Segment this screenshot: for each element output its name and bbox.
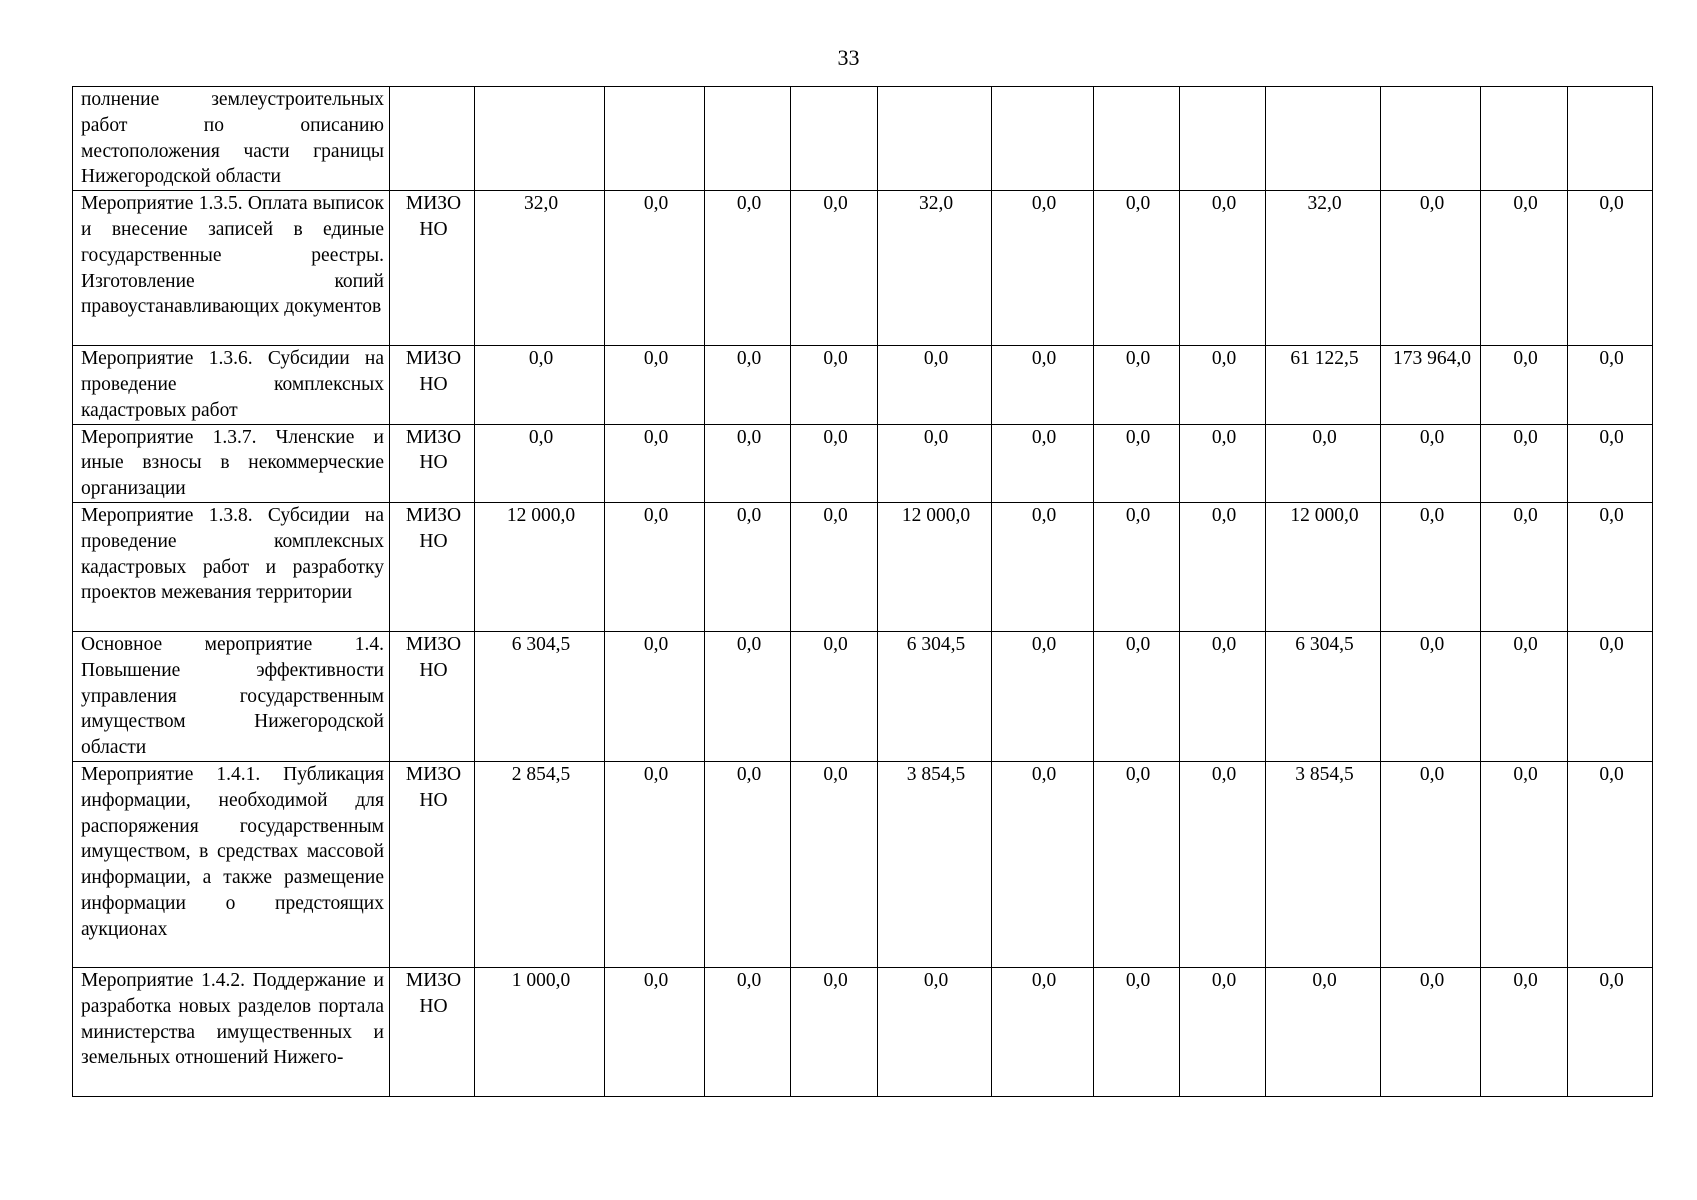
value-cell: 0,0	[1568, 967, 1653, 1096]
value-cell: 0,0	[605, 424, 705, 502]
page-number: 33	[837, 45, 860, 70]
executor-cell: МИЗО НО	[390, 967, 475, 1096]
activity-description: полнение землеустроительных работ по описанию местоположения части границы Нижегородской области	[73, 87, 390, 191]
value-cell: 6 304,5	[1266, 631, 1381, 761]
table-row	[73, 761, 1653, 967]
executor-cell: МИЗО НО	[390, 424, 475, 502]
value-cell: 0,0	[1381, 761, 1481, 967]
value-cell: 0,0	[992, 502, 1094, 631]
value-cell: 12 000,0	[475, 502, 605, 631]
value-cell: 0,0	[791, 424, 878, 502]
value-cell: 0,0	[1094, 631, 1180, 761]
table-body	[73, 87, 1653, 1097]
value-cell	[1094, 87, 1180, 191]
value-cell: 0,0	[1180, 424, 1266, 502]
executor-cell	[390, 87, 475, 191]
value-cell: 0,0	[1180, 191, 1266, 346]
table-row	[73, 967, 1653, 1096]
value-cell: 0,0	[992, 631, 1094, 761]
value-cell: 0,0	[1381, 502, 1481, 631]
value-cell: 0,0	[605, 761, 705, 967]
value-cell	[1481, 87, 1568, 191]
activity-description: Мероприятие 1.3.8. Субсидии на проведение комплексных кадастровых работ и разработку проектов межевания территории	[73, 502, 390, 631]
activity-description: Основное мероприятие 1.4. Повышение эффективности управления государственным имуществом Нижегородской области	[73, 631, 390, 761]
value-cell: 0,0	[1481, 424, 1568, 502]
executor-cell: МИЗО НО	[390, 631, 475, 761]
value-cell: 0,0	[1094, 424, 1180, 502]
value-cell: 0,0	[1568, 502, 1653, 631]
value-cell: 0,0	[705, 761, 791, 967]
value-cell: 0,0	[1568, 424, 1653, 502]
value-cell: 173 964,0	[1381, 346, 1481, 424]
value-cell: 0,0	[878, 424, 992, 502]
value-cell: 0,0	[878, 967, 992, 1096]
value-cell: 3 854,5	[878, 761, 992, 967]
value-cell: 0,0	[1180, 967, 1266, 1096]
value-cell	[992, 87, 1094, 191]
activity-description: Мероприятие 1.4.1. Публикация информации, необходимой для распоряжения государственным имуществом, в средствах массовой информации, а также размещение информации о предстоящих аукционах	[73, 761, 390, 967]
value-cell: 0,0	[791, 502, 878, 631]
value-cell: 0,0	[1094, 191, 1180, 346]
table-row	[73, 631, 1653, 761]
executor-cell: МИЗО НО	[390, 346, 475, 424]
value-cell: 0,0	[1481, 967, 1568, 1096]
value-cell: 0,0	[992, 191, 1094, 346]
table-row	[73, 424, 1653, 502]
value-cell: 0,0	[1180, 502, 1266, 631]
value-cell: 0,0	[1481, 502, 1568, 631]
value-cell: 1 000,0	[475, 967, 605, 1096]
executor-cell: МИЗО НО	[390, 502, 475, 631]
value-cell: 0,0	[1481, 761, 1568, 967]
value-cell	[1381, 87, 1481, 191]
value-cell	[705, 87, 791, 191]
value-cell: 32,0	[475, 191, 605, 346]
value-cell: 0,0	[605, 346, 705, 424]
value-cell	[1266, 87, 1381, 191]
table-row	[73, 346, 1653, 424]
value-cell: 0,0	[1094, 761, 1180, 967]
value-cell	[878, 87, 992, 191]
value-cell: 0,0	[992, 424, 1094, 502]
value-cell: 0,0	[1568, 346, 1653, 424]
value-cell	[475, 87, 605, 191]
value-cell: 0,0	[705, 346, 791, 424]
activity-description: Мероприятие 1.3.7. Членские и иные взносы в некоммерческие организации	[73, 424, 390, 502]
value-cell: 0,0	[1094, 502, 1180, 631]
value-cell: 0,0	[1481, 191, 1568, 346]
value-cell: 32,0	[878, 191, 992, 346]
executor-cell: МИЗО НО	[390, 191, 475, 346]
value-cell: 0,0	[1094, 346, 1180, 424]
value-cell: 0,0	[1568, 191, 1653, 346]
table-row	[73, 502, 1653, 631]
value-cell: 0,0	[992, 346, 1094, 424]
value-cell: 0,0	[791, 191, 878, 346]
value-cell: 0,0	[705, 631, 791, 761]
value-cell: 0,0	[705, 191, 791, 346]
value-cell: 0,0	[475, 424, 605, 502]
value-cell: 0,0	[1180, 761, 1266, 967]
value-cell: 0,0	[791, 346, 878, 424]
value-cell	[791, 87, 878, 191]
executor-cell: МИЗО НО	[390, 761, 475, 967]
value-cell: 0,0	[878, 346, 992, 424]
value-cell: 0,0	[1481, 631, 1568, 761]
value-cell: 0,0	[791, 631, 878, 761]
value-cell: 12 000,0	[1266, 502, 1381, 631]
value-cell: 0,0	[992, 761, 1094, 967]
value-cell: 0,0	[705, 967, 791, 1096]
value-cell: 0,0	[791, 967, 878, 1096]
value-cell: 32,0	[1266, 191, 1381, 346]
value-cell	[1568, 87, 1653, 191]
value-cell: 0,0	[705, 502, 791, 631]
value-cell: 6 304,5	[878, 631, 992, 761]
table-row	[73, 87, 1653, 191]
value-cell: 61 122,5	[1266, 346, 1381, 424]
value-cell: 0,0	[1180, 346, 1266, 424]
value-cell: 0,0	[605, 502, 705, 631]
value-cell: 0,0	[605, 631, 705, 761]
value-cell: 3 854,5	[1266, 761, 1381, 967]
budget-table	[72, 86, 1653, 1097]
value-cell: 0,0	[1381, 191, 1481, 346]
value-cell: 0,0	[1266, 967, 1381, 1096]
value-cell: 0,0	[475, 346, 605, 424]
activity-description: Мероприятие 1.3.5. Оплата выписок и внесение записей в единые государственные реестры. Изготовление копий правоустанавливающих документов	[73, 191, 390, 346]
value-cell: 0,0	[605, 191, 705, 346]
value-cell: 0,0	[1568, 631, 1653, 761]
value-cell: 0,0	[1381, 631, 1481, 761]
activity-description: Мероприятие 1.4.2. Поддержание и разработка новых разделов портала министерства имущественных и земельных отношений Нижего-	[73, 967, 390, 1096]
value-cell: 0,0	[705, 424, 791, 502]
value-cell: 2 854,5	[475, 761, 605, 967]
value-cell	[1180, 87, 1266, 191]
value-cell	[605, 87, 705, 191]
value-cell: 6 304,5	[475, 631, 605, 761]
value-cell: 0,0	[992, 967, 1094, 1096]
value-cell: 0,0	[1180, 631, 1266, 761]
value-cell: 0,0	[1481, 346, 1568, 424]
activity-description: Мероприятие 1.3.6. Субсидии на проведение комплексных кадастровых работ	[73, 346, 390, 424]
value-cell: 0,0	[1381, 967, 1481, 1096]
value-cell: 12 000,0	[878, 502, 992, 631]
value-cell: 0,0	[1568, 761, 1653, 967]
value-cell: 0,0	[791, 761, 878, 967]
value-cell: 0,0	[1381, 424, 1481, 502]
value-cell: 0,0	[605, 967, 705, 1096]
value-cell: 0,0	[1094, 967, 1180, 1096]
value-cell: 0,0	[1266, 424, 1381, 502]
table-row	[73, 191, 1653, 346]
